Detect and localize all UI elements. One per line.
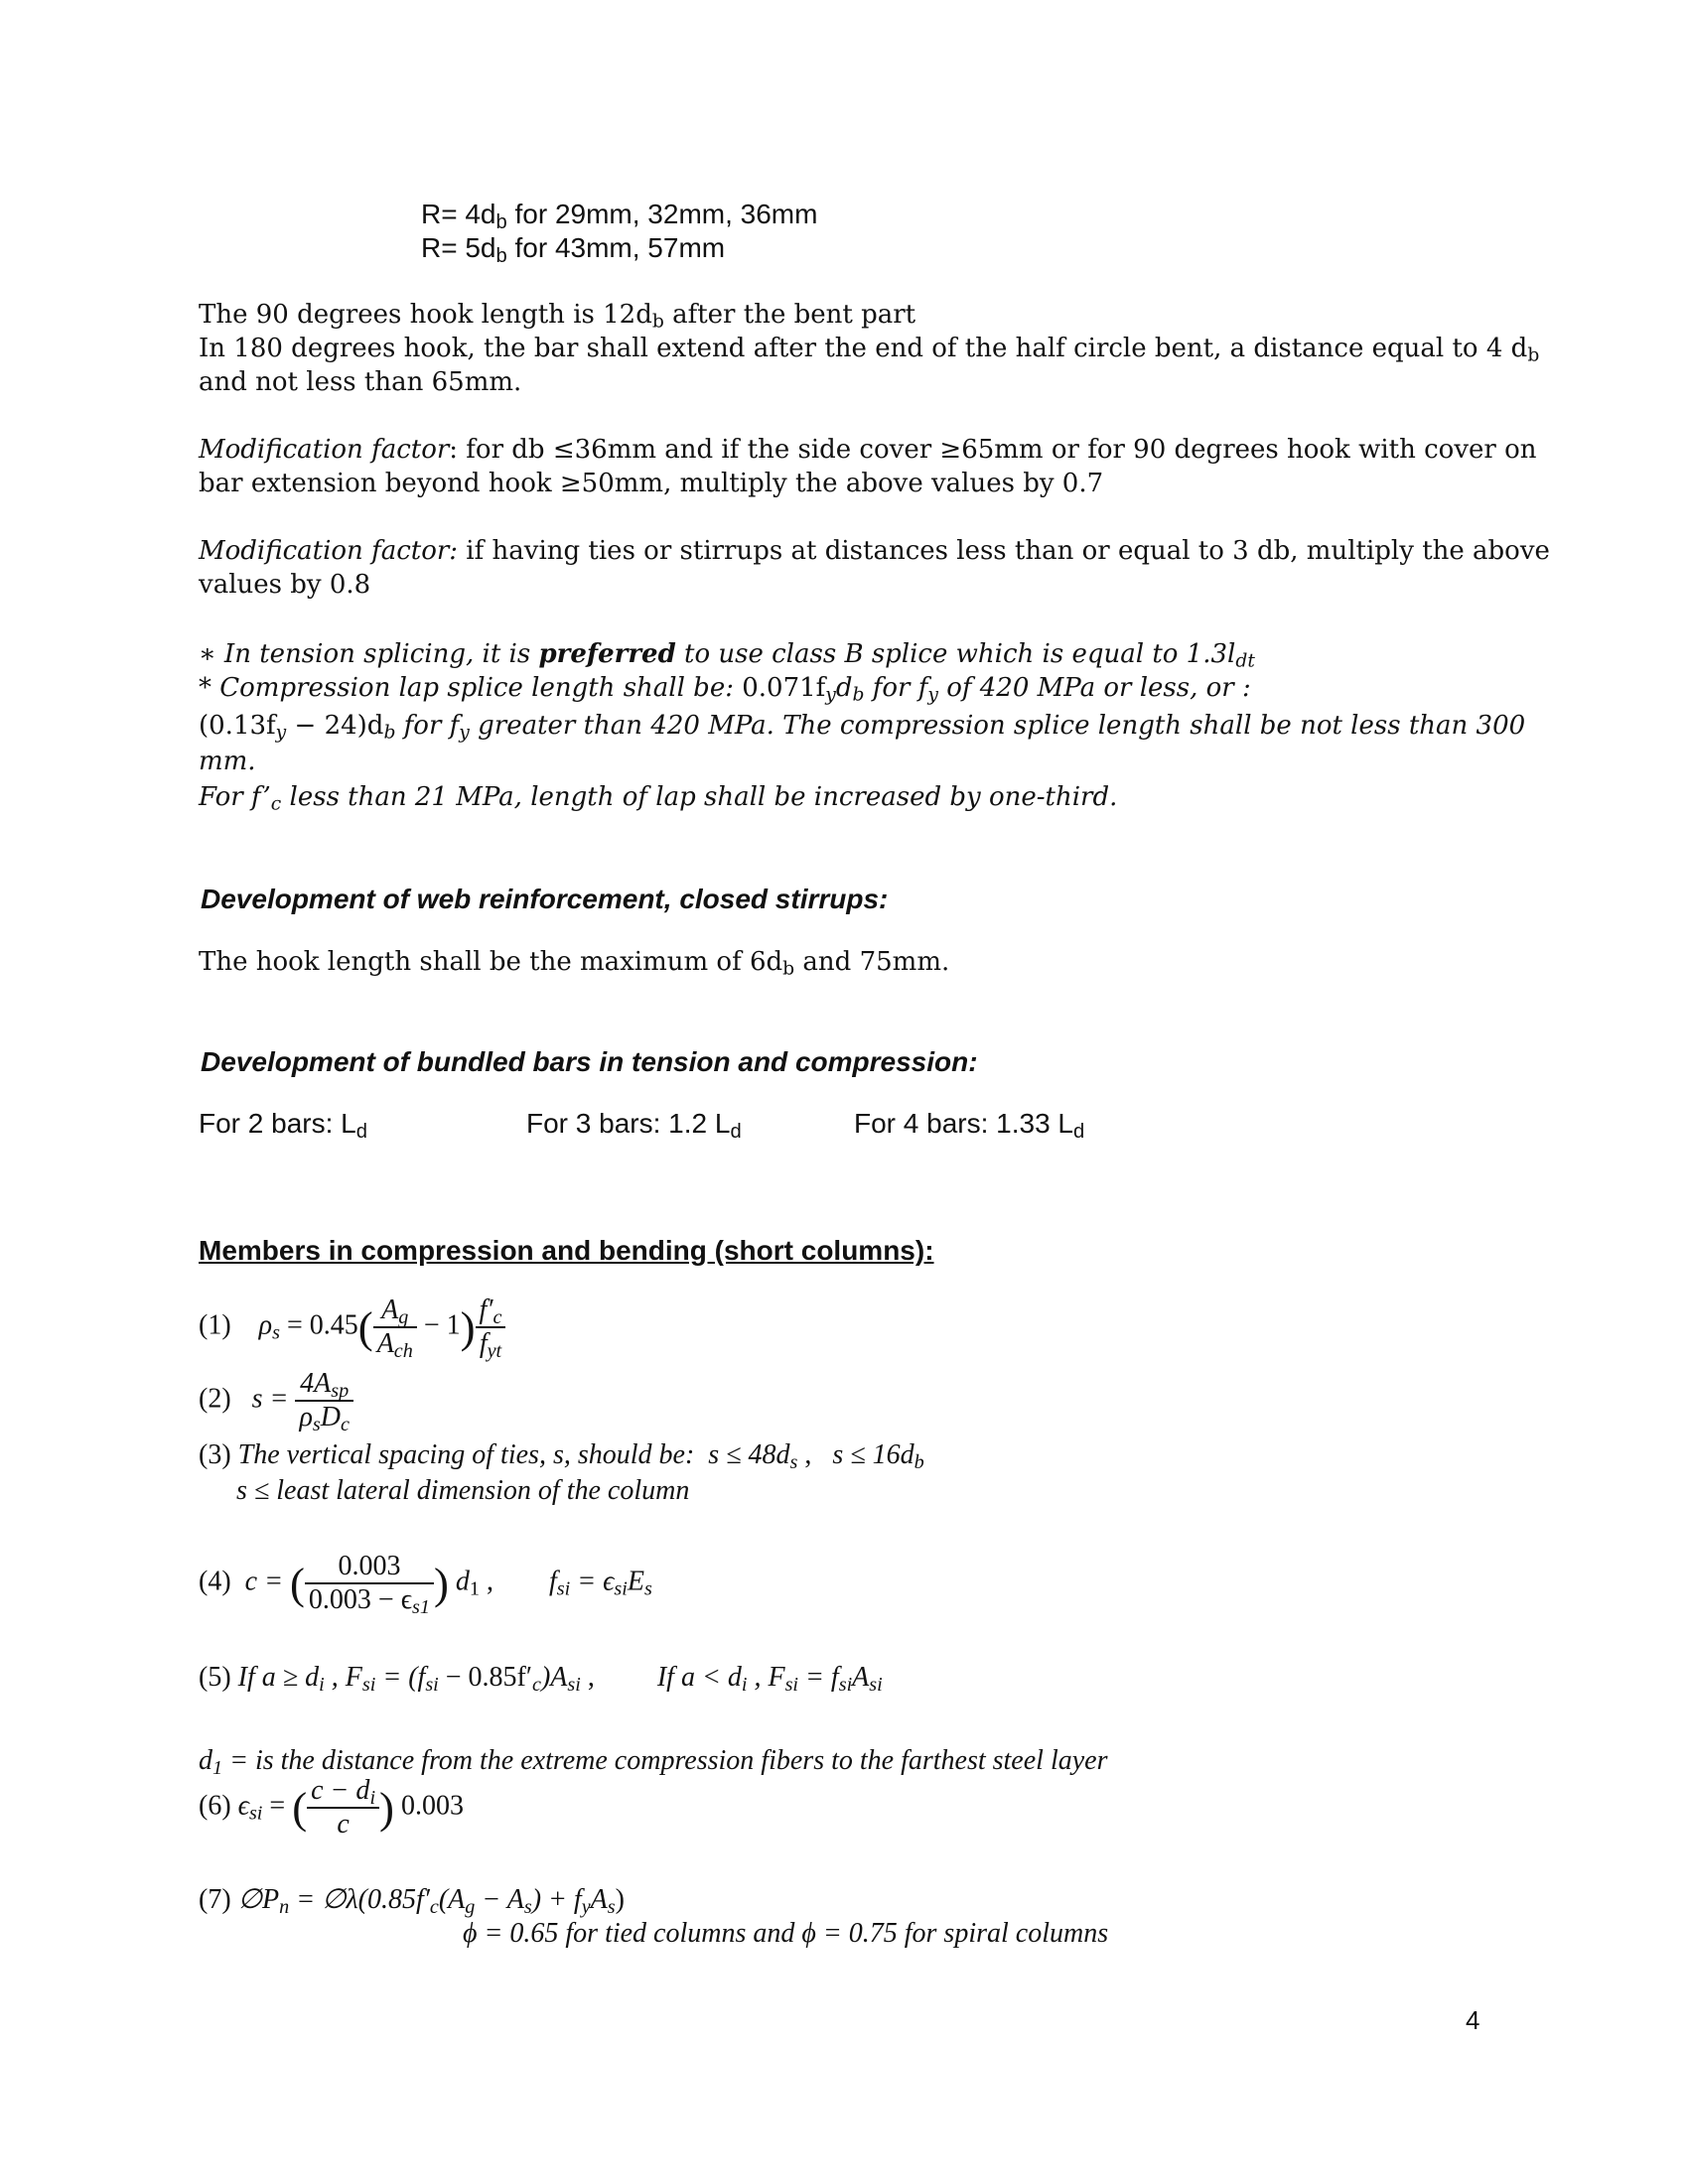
bundled-4-bars: For 4 bars: 1.33 $L_d$ <box>854 1108 1085 1144</box>
web-reinforcement-heading: Development of web reinforcement, closed stirrups: <box>201 884 889 914</box>
radius-line-1: $R= 4d_b$ for 29mm, 32mm, 36mm <box>421 199 818 234</box>
equation-1: (1) $\rho_s = 0.45$( $\frac{A_g}{A_{ch}}$ − 1) $\frac{f'_c}{f_{yt}}$ <box>199 1295 505 1360</box>
hook-180-text-cont: and not less than 65mm. <box>199 367 522 397</box>
equation-6: (6) $\epsilon_{si}$ = ( $\frac{c - d_i}{c}$ ) 0.003 <box>199 1775 464 1841</box>
modification-factor-2: Modification factor: if having ties or stirrups at distances less than or equal to 3 db, multiply the above <box>199 536 1550 566</box>
compression-splice-note: * Compression lap splice length shall be: $0.071f_yd_b$ for $f_y$ of 420 MPa or less, or : <box>199 673 1251 706</box>
lap-length-note: For $f’_c$ less than 21 MPa, length of lap shall be increased by one-third. <box>199 782 1118 815</box>
modification-factor-1: Modification factor: for db ≤36mm and if the side cover ≥65mm or for 90 degrees hook with cover on <box>199 435 1537 465</box>
d1-definition: $d_1$ = is the distance from the extreme compression fibers to the farthest steel layer <box>199 1745 1108 1780</box>
equation-7: (7) $\emptyset P_n$ = $\emptyset\lambda(0.85f'_c(A_g - A_s) + f_yA_s)$ <box>199 1884 625 1919</box>
hook-180-text: In 180 degrees hook, the bar shall extend after the end of the half circle bent, a distance equal to 4 $d_b$ <box>199 334 1540 366</box>
equation-2: (2) s = $\frac{4A_{sp}}{\rho_sD_c}$ <box>199 1368 353 1433</box>
members-heading: Members in compression and bending (short columns): <box>199 1235 934 1266</box>
compression-splice-note-cont: $(0.13f_y - 24)d_b$ for $f_y$ greater than 420 MPa. The compression splice length shall be not less than 300 <box>199 711 1526 744</box>
modification-factor-2-cont: values by 0.8 <box>199 570 371 600</box>
equation-7-phi: ϕ = 0.65 for tied columns and ϕ = 0.75 for spiral columns <box>463 1918 1109 1949</box>
hook-90-text: The 90 degrees hook length is $12d_b$ after the bent part <box>199 300 916 333</box>
tension-splicing-note: ∗ In tension splicing, it is preferred to use class B splice which is equal to $1.3l_{dt}$ <box>199 639 1255 672</box>
equation-3-cont: s ≤ least lateral dimension of the column <box>236 1475 690 1506</box>
web-reinforcement-text: The hook length shall be the maximum of $6d_b$ and 75mm. <box>199 947 950 980</box>
equation-4: (4) c = ( $\frac{0.003}{0.003 - \epsilon_{s1}}$ ) $d_1$ , $f_{si} = \epsilon_{si}E_s$ <box>199 1551 652 1619</box>
equation-5: (5) If $a \ge d_i$ , $F_{si} = (f_{si} - 0.85f'_c)A_{si}$ , If $a < d_i$ , $F_{si} = f_{si}A_{si}$ <box>199 1662 883 1697</box>
bundled-2-bars: For 2 bars: $L_d$ <box>199 1108 367 1144</box>
equation-3: (3) The vertical spacing of ties, s, should be: $s \le 48d_s$ , $s \le 16d_b$ <box>199 1439 924 1474</box>
radius-line-2: $R= 5d_b$ for 43mm, 57mm <box>421 232 726 268</box>
bundled-3-bars: For 3 bars: 1.2 $L_d$ <box>526 1108 742 1144</box>
modification-factor-1-cont: bar extension beyond hook ≥50mm, multiply the above values by 0.7 <box>199 469 1104 498</box>
compression-splice-note-end: mm. <box>199 747 256 776</box>
page-number: 4 <box>1466 2005 1480 2035</box>
bundled-bars-heading: Development of bundled bars in tension and compression: <box>201 1046 978 1077</box>
